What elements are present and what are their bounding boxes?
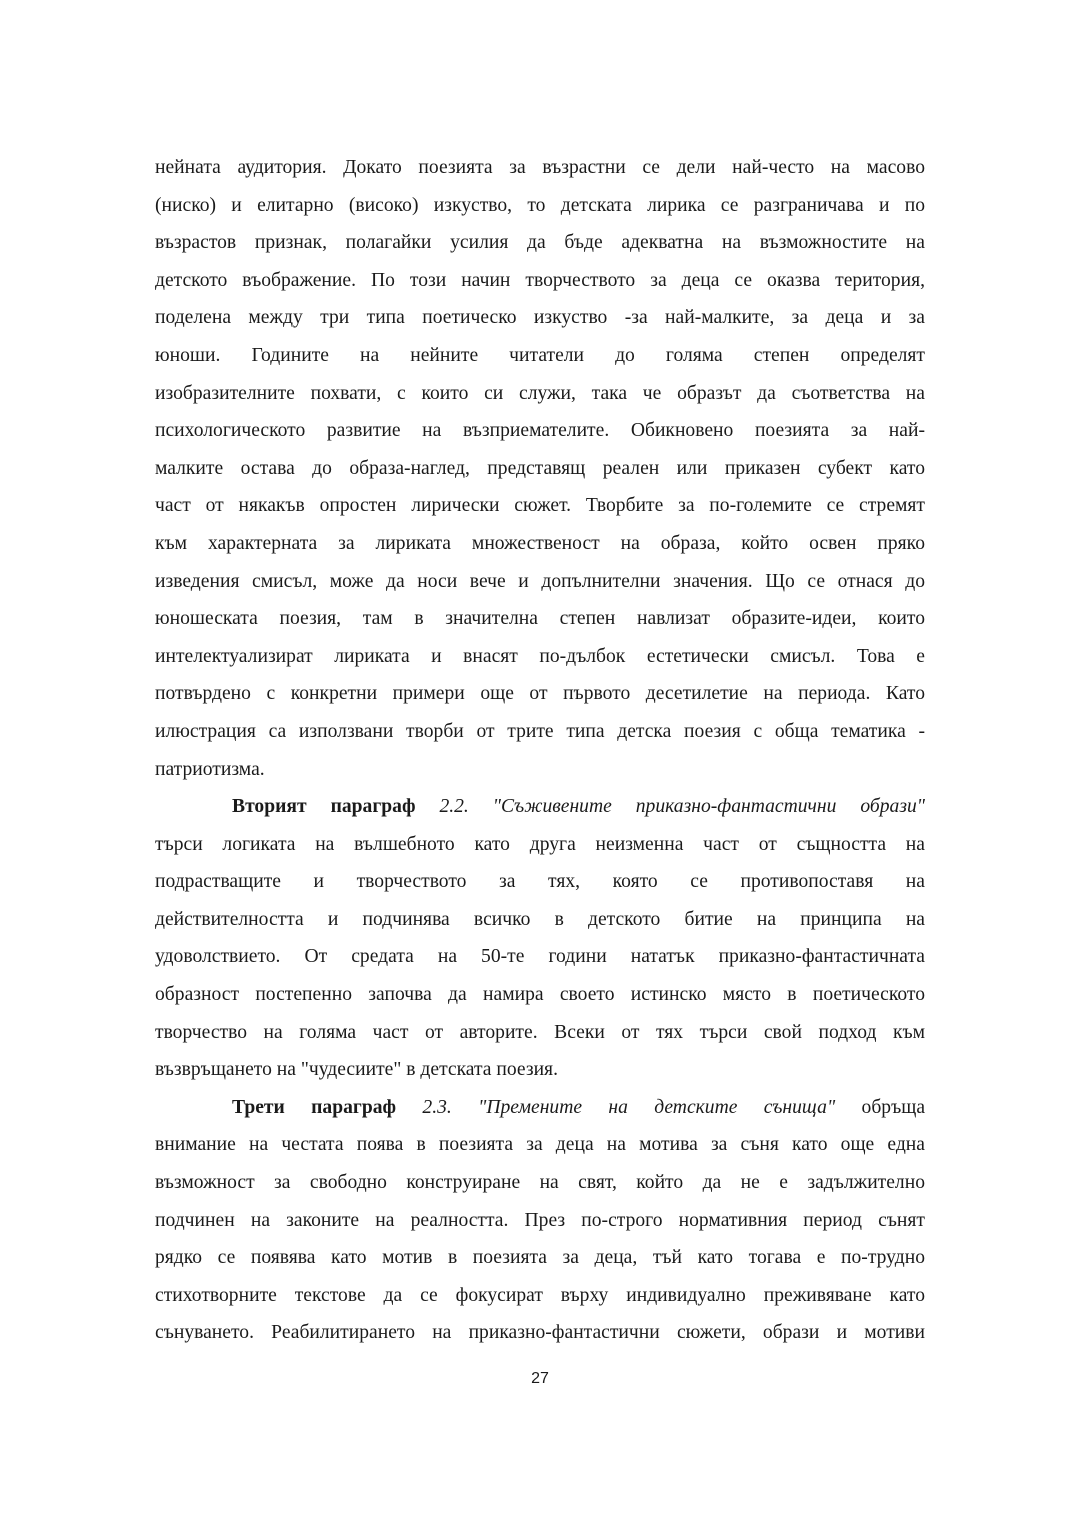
text-line: творчество на голяма част от авторите. Всеки от тях търси свой подход към: [155, 1021, 925, 1043]
text-line: потвърдено с конкретни примери още от първото десетилетие на периода. Като: [155, 683, 925, 705]
section-title-italic: 2.2. "Съживените приказно-фантастични образи": [439, 796, 925, 818]
text-line: поделена между три типа поетическо изкуство -за най-малките, за деца и за: [155, 307, 925, 329]
text-line: (ниско) и елитарно (високо) изкуство, то детската лирика се разграничава и по: [155, 194, 925, 216]
paragraph-lead-line: [155, 1089, 925, 1127]
text-line: рядко се появява като мотив в поезията за деца, тъй като тогава е по-трудно: [155, 1247, 925, 1269]
text-line: удоволствието. От средата на 50-те години нататък приказно-фантастичната: [155, 946, 925, 968]
text-line: интелектуализират лириката и внасят по-дълбок естетически смисъл. Това е: [155, 645, 925, 667]
text-line: малките остава до образа-наглед, представящ реален или приказен субект като: [155, 457, 925, 479]
text-line: юноши. Годините на нейните читатели до голяма степен определят: [155, 344, 925, 366]
text-line: патриотизма.: [155, 758, 265, 780]
section-heading-bold: Трети параграф: [232, 1096, 397, 1118]
text-line: действителността и подчинява всичко в детското битие на принципа на: [155, 908, 925, 930]
text-line: детското въображение. По този начин творчеството за деца се оказва територия,: [155, 269, 925, 291]
text-line: внимание на честата поява в поезията за деца на мотива за съня като още една: [155, 1134, 925, 1156]
section-title-italic: 2.3. "Премените на детските сънища": [422, 1096, 836, 1118]
text-line: образност постепенно започва да намира своето истинско място в поетическото: [155, 984, 925, 1006]
text-line: търси логиката на вълшебното като друга неизменна част от същността на: [155, 833, 925, 855]
text-line: илюстрация са използвани творби от трите типа детска поезия с обща тематика -: [155, 720, 925, 742]
text-line: психологическото развитие на възприемателите. Обикновено поезията за най-: [155, 420, 925, 442]
text-line: подрастващите и творчеството за тях, която се противопоставя на: [155, 871, 925, 893]
page-number: 27: [531, 1370, 549, 1387]
text-line: юношеската поезия, там в значителна степен навлизат образите-идеи, които: [155, 608, 925, 630]
body-text: [155, 149, 925, 1352]
text-line: сънуването. Реабилитирането на приказно-фантастични сюжети, образи и мотиви: [155, 1322, 925, 1344]
text-line: възвръщането на "чудесиите" в детската поезия.: [155, 1059, 558, 1081]
text-line: изведения смисъл, може да носи вече и допълнителни значения. Що се отнася до: [155, 570, 925, 592]
text-line: подчинен на законите на реалността. През по-строго нормативния период сънят: [155, 1209, 925, 1231]
text-line: нейната аудитория. Докато поезията за възрастни се дели най-често на масово: [155, 157, 925, 178]
text-line: възрастов признак, полагайки усилия да бъде адекватна на възможностите на: [155, 232, 925, 254]
paragraph-lead-line: [155, 788, 925, 826]
text-line: част от някакъв опростен лирически сюжет. Творбите за по-големите се стремят: [155, 495, 925, 517]
text-line: стихотворните текстове да се фокусират върху индивидуално преживяване като: [155, 1284, 925, 1306]
lead-continuation: обръща: [861, 1096, 926, 1118]
section-heading-bold: Вторият параграф: [232, 796, 416, 818]
text-line: възможност за свободно конструиране на свят, който да не е задължително: [155, 1172, 925, 1194]
text-line: към характерната за лириката множественост на образа, който освен пряко: [155, 532, 925, 554]
text-line: изобразителните похвати, с които си служи, така че образът да съответства на: [155, 382, 925, 404]
